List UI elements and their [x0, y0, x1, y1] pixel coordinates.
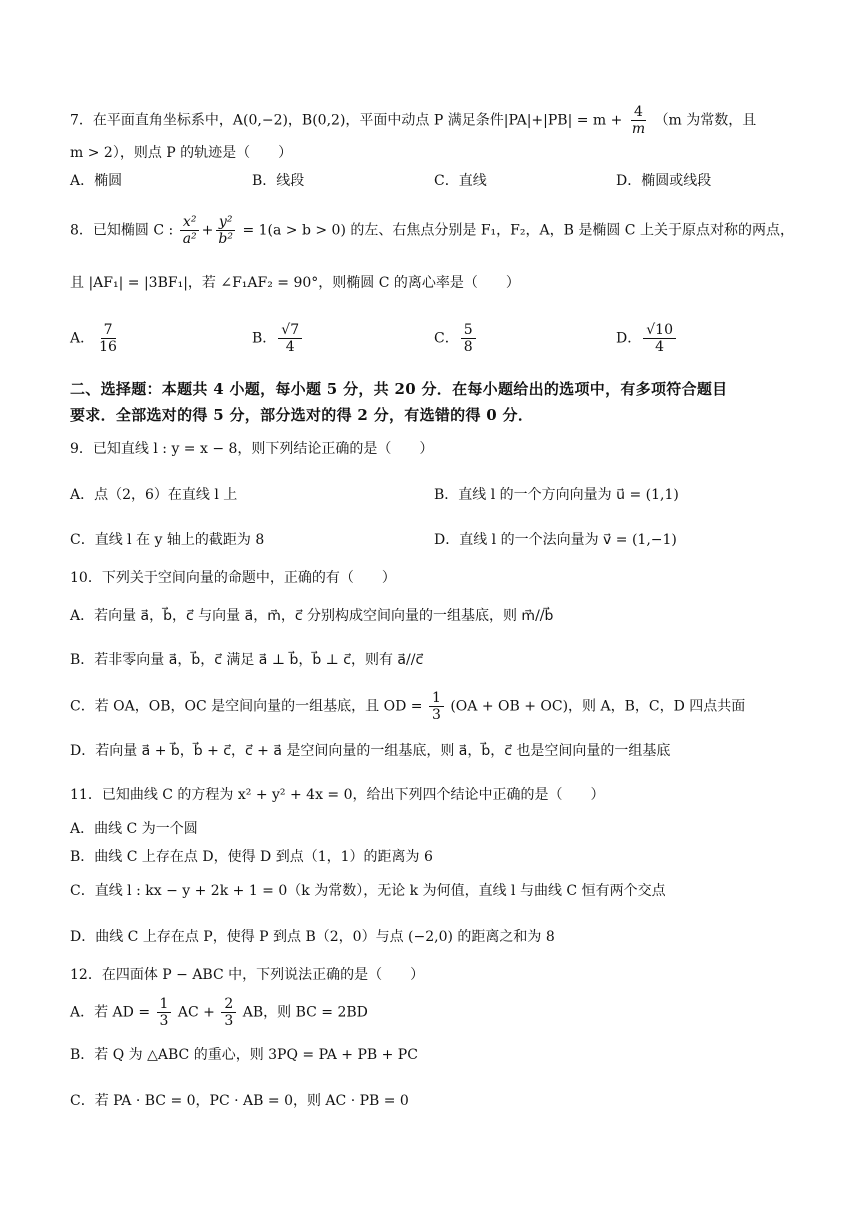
q8-option-a: A． $\frac{7}{16}$	[70, 322, 117, 355]
q9-option-d: D．直线 l 的一个法向量为 v⃗ = (1,−1)	[434, 532, 677, 548]
q9-option-c: C．直线 l 在 y 轴上的截距为 8	[70, 532, 265, 548]
q12-frac-third: $\frac{1}{3}$	[157, 996, 172, 1029]
q7-option-d: D．椭圆或线段	[616, 173, 712, 189]
q7-option-c: C．直线	[434, 173, 487, 189]
q10-option-b: B．若非零向量 a⃗，b⃗，c⃗ 满足 a⃗ ⊥ b⃗，b⃗ ⊥ c⃗，则有 a⃗//c⃗	[70, 652, 424, 668]
q10-option-d: D．若向量 a⃗ + b⃗，b⃗ + c⃗，c⃗ + a⃗ 是空间向量的一组基底，则 a⃗，b⃗，c⃗ 也是空间向量的一组基底	[70, 743, 671, 759]
section-2-heading-line-1: 二、选择题：本题共 4 小题，每小题 5 分，共 20 分．在每小题给出的选项中，有多项符合题目	[70, 380, 728, 398]
q7-option-a: A．椭圆	[70, 173, 123, 189]
q12-option-b: B．若 Q 为 △ABC 的重心，则 3PQ = PA + PB + PC	[70, 1047, 418, 1063]
q9-stem: 9．已知直线 l : y = x − 8，则下列结论正确的是（ ）	[70, 441, 434, 457]
q11-stem: 11．已知曲线 C 的方程为 x² + y² + 4x = 0，给出下列四个结论中正确的是（ ）	[70, 787, 605, 803]
section-2-heading-line-2: 要求．全部选对的得 5 分，部分选对的得 2 分，有选错的得 0 分．	[70, 406, 534, 424]
q8-option-c: C． $\frac{5}{8}$	[434, 322, 478, 355]
q8-frac-y: $\frac{\text{y²}}{\text{b²}}$	[215, 214, 236, 247]
q8-line-2: 且 |AF₁| = |3BF₁|，若 ∠F₁AF₂ = 90°，则椭圆 C 的离心率是（ ）	[70, 275, 520, 291]
q7-line-2: m > 2），则点 P 的轨迹是（ ）	[70, 145, 293, 161]
q12-option-c: C．若 PA · BC = 0，PC · AB = 0，则 AC · PB = 0	[70, 1093, 409, 1109]
q8-line-1: 8．已知椭圆 C : $\frac{\text{x²}}{\text{a²}}$ + $\frac{\text{y²}}{\text{b²}}$ = 1(a > b > 0) 的左、右焦点分别是 F₁，F₂，A，B 是椭圆 C 上关于原点对称的两点，	[70, 214, 794, 247]
q8-frac-x: $\frac{\text{x²}}{\text{a²}}$	[180, 214, 200, 247]
q11-option-c: C．直线 l : kx − y + 2k + 1 = 0（k 为常数），无论 k 为何值，直线 l 与曲线 C 恒有两个交点	[70, 883, 666, 899]
q9-option-b: B．直线 l 的一个方向向量为 u⃗ = (1,1)	[434, 487, 679, 503]
q9-option-a: A．点（2，6）在直线 l 上	[70, 487, 238, 503]
q10-stem: 10．下列关于空间向量的命题中，正确的有（ ）	[70, 570, 396, 586]
q10-option-a: A．若向量 a⃗，b⃗，c⃗ 与向量 a⃗，m⃗，c⃗ 分别构成空间向量的一组基底，则 m⃗//b⃗	[70, 608, 554, 624]
q7-line-1	[70, 104, 820, 137]
q11-option-d: D．曲线 C 上存在点 P，使得 P 到点 B（2，0）与点 (−2,0) 的距离之和为 8	[70, 929, 555, 945]
q10-option-c: C．若 OA，OB，OC 是空间向量的一组基底，且 OD = $\frac{1}{3}$ (OA + OB + OC)，则 A，B，C，D 四点共面	[70, 690, 746, 723]
q10-frac-third: $\frac{1}{3}$	[429, 690, 444, 723]
q12-stem: 12．在四面体 P − ABC 中，下列说法正确的是（ ）	[70, 967, 425, 983]
q7-stem-cont: （m 为常数，且	[654, 112, 757, 129]
q7-stem: 7．在平面直角坐标系中，A(0,−2)，B(0,2)，平面中动点 P 满足条件|PA|+|PB| = m +	[70, 112, 623, 129]
q12-frac-two-thirds: $\frac{2}{3}$	[221, 996, 236, 1029]
q7-fraction: $\frac{4}{m}$	[631, 104, 646, 137]
q11-option-b: B．曲线 C 上存在点 D，使得 D 到点（1，1）的距离为 6	[70, 849, 433, 865]
q12-option-a: A．若 AD = $\frac{1}{3}$ AC + $\frac{2}{3}$ AB，则 BC = 2BD	[70, 996, 368, 1029]
q11-option-a: A．曲线 C 为一个圆	[70, 821, 198, 837]
q8-option-b: B． $\frac{√7}{4}$	[252, 322, 304, 355]
q7-option-b: B．线段	[252, 173, 305, 189]
q8-option-d: D． $\frac{√10}{4}$	[616, 322, 678, 355]
